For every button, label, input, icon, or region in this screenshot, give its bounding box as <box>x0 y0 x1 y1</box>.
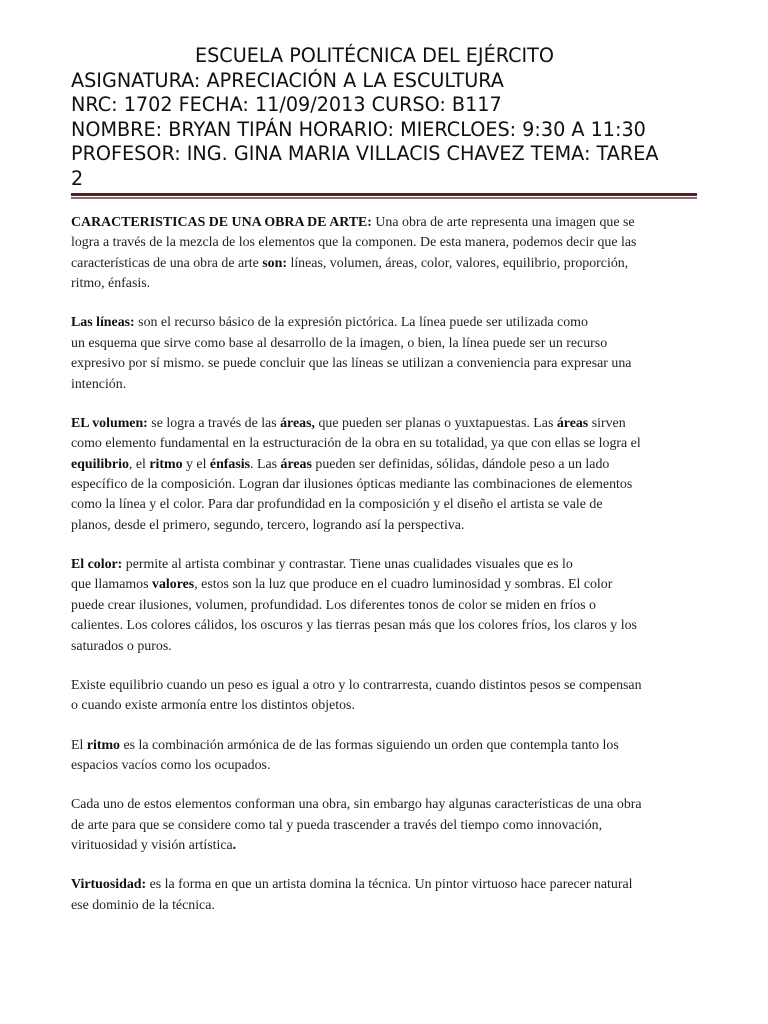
paragraph-virtuosity: Virtuosidad: es la forma en que un artista domina la técnica. Un pintor virtuoso hace parecer natural ese dominio de la técnica. <box>71 877 633 913</box>
subject-line: ASIGNATURA: APRECIACIÓN A LA ESCULTURA <box>71 68 504 92</box>
bold-term: énfasis <box>209 456 251 472</box>
paragraph-volume: EL volumen: se logra a través de las áreas, que pueden ser planas o yuxtapuestas. Las áreas sirven como elemento fundamental en la estructuración de la obra en su totalidad, ya que con ellas se logra el equilibrio, el ritmo y el énfasis. Las áreas pueden ser definidas, sólidas, dándole peso a un lado específico de la composición. Logran dar ilusiones ópticas mediante las combinaciones de elementos como la línea y el color. Para dar profundidad en la composición y el diseño el artista se vale de planos, desde el primero, segundo, tercero, logrando así la perspectiva. <box>71 415 641 533</box>
bold-term: valores <box>152 577 195 593</box>
school-name: ESCUELA POLITÉCNICA DEL EJÉRCITO <box>195 44 554 67</box>
bold-term: son: <box>262 255 287 271</box>
professor-topic-line: PROFESOR: ING. GINA MARIA VILLACIS CHAVEZ TEMA: TAREA <box>71 142 659 166</box>
paragraph-color: El color: permite al artista combinar y contrastar. Tiene unas cualidades visuales que es lo que llamamos valores, estos son la luz que produce en el cuadro luminosidad y sombras. El color puede crear ilusiones, volumen, profundidad. Los diferentes tonos de color se miden en fríos o calientes. Los colores cálidos, los oscuros y las tierras pesan más que los colores fríos, los claros y los saturados o puros. <box>71 557 637 654</box>
paragraph-equilibrium: Existe equilibrio cuando un peso es igual a otro y lo contrarresta, cuando distintos pesos se compensan o cuando existe armonía entre los distintos objetos. <box>71 677 642 714</box>
bold-term: EL volumen: <box>71 415 148 431</box>
paragraph-elements: Cada uno de estos elementos conforman una obra, sin embargo hay algunas características de una obra de arte para que se considere como tal y pueda trascender a través del tiempo como innovación, virituosidad y visión artística. <box>71 797 642 853</box>
bold-term: Virtuosidad: <box>71 877 147 893</box>
nrc-date-course-line: NRC: 1702 FECHA: 11/09/2013 CURSO: B117 <box>71 93 502 117</box>
header-divider <box>71 193 697 199</box>
paragraph-lines: Las líneas: son el recurso básico de la expresión pictórica. La línea puede ser utilizada como un esquema que sirve como base al desarrollo de la imagen, o bien, la línea puede ser un recurso expresivo por sí mismo. se puede concluir que las líneas se utilizan a conveniencia para expresar una intención. <box>71 315 632 392</box>
paragraph-rhythm: El ritmo es la combinación armónica de de las formas siguiendo un orden que contempla tanto los espacios vacíos como los ocupados. <box>71 737 619 773</box>
bold-term: áreas <box>556 415 589 431</box>
document-header <box>71 44 701 192</box>
bold-term: equilibrio <box>71 456 129 472</box>
bold-term: CARACTERISTICAS DE UNA OBRA DE ARTE: <box>71 215 372 230</box>
bold-term: ritmo <box>86 737 120 753</box>
bold-term: áreas, <box>280 415 315 431</box>
bold-term: áreas <box>280 456 312 472</box>
student-schedule-line: NOMBRE: BRYAN TIPÁN HORARIO: MIERCLOES: 9:30 A 11:30 <box>71 117 646 141</box>
document-body <box>71 213 697 935</box>
bold-term: Las líneas: <box>71 315 135 331</box>
bold-term: ritmo <box>149 456 183 472</box>
professor-topic-line-cont: 2 <box>71 166 84 190</box>
paragraph-characteristics: CARACTERISTICAS DE UNA OBRA DE ARTE: Una obra de arte representa una imagen que se logra a través de la mezcla de los elementos que la componen. De esta manera, podemos decir que las características de una obra de arte son: líneas, volumen, áreas, color, valores, equilibrio, proporción, ritmo, énfasis. <box>71 215 637 292</box>
bold-term: El color: <box>71 557 123 573</box>
